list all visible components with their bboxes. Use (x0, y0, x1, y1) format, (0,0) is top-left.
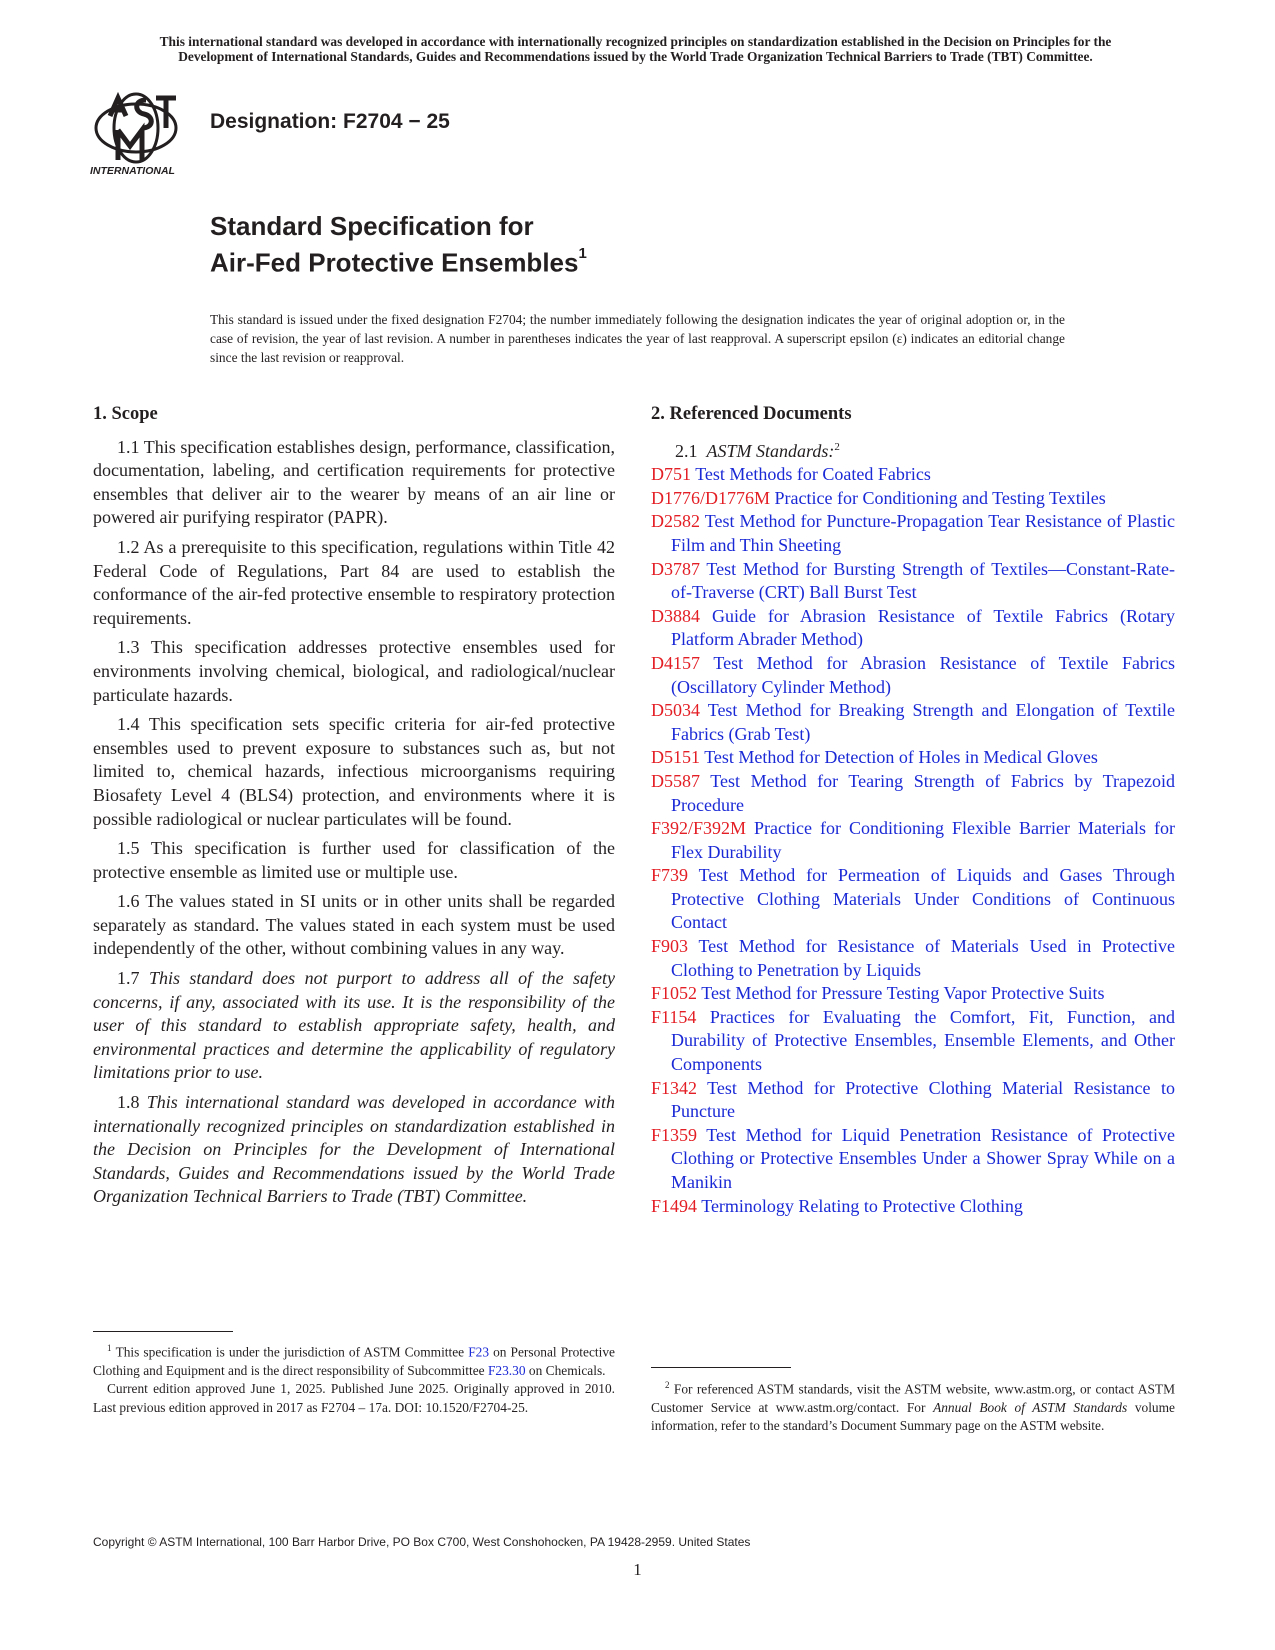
reference-title-link[interactable]: Test Method for Resistance of Materials Used in Protective Clothing to Penetration by Liquids (671, 936, 1175, 980)
reference-title-link[interactable]: Terminology Relating to Protective Clothing (701, 1195, 1023, 1216)
page-number: 1 (633, 1560, 642, 1579)
reference-code-link[interactable]: D751 (651, 464, 691, 485)
referenced-documents-heading: 2. Referenced Documents (651, 404, 852, 424)
reference-code-link[interactable]: F739 (651, 865, 689, 886)
footnote-2-text-b: volume information, refer to the standard’s Document Summary page on the ASTM website. (651, 1399, 1175, 1434)
scope-para-1-2: 1.2 As a prerequisite to this specification, regulations within Title 42 Federal Code of Regulations, Part 84 are used to establish the conformance of the air-fed protective ensemble to respiratory protection requirements. (93, 536, 615, 628)
reference-item (651, 982, 1175, 1006)
scope-para-1-7-number: 1.7 (117, 968, 140, 989)
reference-code-link[interactable]: D1776/D1776M (651, 487, 771, 508)
reference-title-link[interactable]: Test Method for Liquid Penetration Resistance of Protective Clothing or Protective Ensembles Under a Shower Spray While on a Manikin (671, 1124, 1175, 1192)
astm-standards-label: ASTM Standards: (706, 440, 835, 461)
logo-text: INTERNATIONAL (90, 165, 175, 177)
reference-title-link[interactable]: Test Method for Abrasion Resistance of Textile Fabrics (Oscillatory Cylinder Method) (671, 652, 1175, 697)
footnote-divider-right (651, 1367, 791, 1368)
reference-item (651, 463, 1175, 487)
reference-list (651, 463, 1175, 1218)
notice-line-2: Development of International Standards, Guides and Recommendations issued by the World Trade Organization Technical Barriers to Trade (TBT) Committee. (178, 49, 1093, 64)
reference-item (651, 1077, 1175, 1124)
reference-title-link[interactable]: Test Method for Tearing Strength of Fabrics by Trapezoid Procedure (671, 770, 1175, 815)
scope-para-1-6: 1.6 The values stated in SI units or in other units shall be regarded separately as standard. The values stated in each system must be used independently of the other, without combining values in any way. (93, 891, 615, 959)
footnote-1-text-b: on Personal Protective Clothing and Equipment and is the direct responsibility of Subcommittee (93, 1344, 615, 1378)
title-footnote-mark: 1 (578, 245, 587, 262)
top-notice (88, 34, 1183, 64)
scope-para-1-7-text: This standard does not purport to address all of the safety concerns, if any, associated with its use. It is the responsibility of the user of this standard to establish appropriate safety, health, and environmental practices and determine the applicability of regulatory limitations prior to use. (93, 968, 615, 1083)
reference-code-link[interactable]: D5587 (651, 770, 700, 791)
footnote-1-edition: Current edition approved June 1, 2025. Published June 2025. Originally approved in 2010. Last previous edition approved in 2017 as F2704 – 17a. DOI: 10.1520/F2704-25. (93, 1381, 615, 1415)
subcommittee-f23-30-link[interactable]: F23.30 (487, 1362, 526, 1378)
document-title (210, 210, 587, 279)
astm-logo-icon (90, 86, 200, 178)
reference-item (651, 510, 1175, 557)
reference-title-link[interactable]: Test Method for Bursting Strength of Textiles—Constant-Rate-of-Traverse (CRT) Ball Burst Test (671, 558, 1175, 603)
scope-section (93, 403, 615, 1215)
scope-heading: 1. Scope (93, 404, 158, 424)
reference-code-link[interactable]: D5151 (651, 747, 700, 768)
scope-para-1-3: 1.3 This specification addresses protective ensembles used for environments involving chemical, biological, and radiological/nuclear particulate hazards. (93, 637, 615, 705)
footnote-1-text-c: on Chemicals. (525, 1362, 606, 1378)
footnote-2-text-a: For referenced ASTM standards, visit the ASTM website, www.astm.org, or contact ASTM Customer Service at www.astm.org/contact. For (651, 1381, 1175, 1415)
title-line-1: Standard Specification for (210, 211, 534, 241)
scope-para-1-8-text: This international standard was developed in accordance with internationally recognized principles on standardization established in the Decision on Principles for the Development of International Standards, Guides and Recommendations issued by the World Trade Organization Technical Barriers to Trade (TBT) Committee. (93, 1092, 615, 1207)
reference-code-link[interactable]: F1052 (651, 983, 698, 1004)
footnote-1 (93, 1339, 615, 1417)
scope-para-1-8-number: 1.8 (117, 1092, 140, 1113)
reference-item (651, 935, 1175, 982)
scope-para-1-5: 1.5 This specification is further used for classification of the protective ensemble as limited use or multiple use. (93, 838, 615, 882)
scope-para-1-7 (93, 967, 615, 1085)
reference-item (651, 1006, 1175, 1077)
reference-title-link[interactable]: Test Method for Permeation of Liquids and Gases Through Protective Clothing Materials Under Conditions of Continuous Contact (671, 865, 1175, 933)
notice-line-1: This international standard was developed in accordance with internationally recognized principles on standardization established in the Decision on Principles for the (159, 34, 1112, 49)
footnote-1-jurisdiction (93, 1339, 615, 1380)
reference-code-link[interactable]: D3884 (651, 605, 700, 626)
scope-para-1-8 (93, 1091, 615, 1209)
reference-title-link[interactable]: Test Method for Puncture-Propagation Tear Resistance of Plastic Film and Thin Sheeting (671, 511, 1175, 555)
reference-item (651, 1124, 1175, 1195)
reference-code-link[interactable]: F903 (651, 936, 689, 957)
copyright-line: Copyright © ASTM International, 100 Barr Harbor Drive, PO Box C700, West Conshohocken, PA 19428-2959. United States (93, 1535, 751, 1549)
footnote-2-text (651, 1376, 1175, 1436)
reference-item (651, 864, 1175, 935)
issuance-statement: This standard is issued under the fixed designation F2704; the number immediately following the designation indicates the year of original adoption or, in the case of revision, the year of last revision. A number in parentheses indicates the year of last reapproval. A superscript epsilon (ε) indicates an editorial change since the last revision or reapproval. (210, 312, 1065, 365)
referenced-documents-section (651, 403, 1175, 1218)
reference-item (651, 487, 1175, 511)
reference-title-link[interactable]: Test Method for Breaking Strength and Elongation of Textile Fabrics (Grab Test) (671, 700, 1175, 744)
reference-item (651, 1195, 1175, 1219)
reference-item (651, 605, 1175, 652)
reference-code-link[interactable]: F1154 (651, 1006, 697, 1027)
designation: Designation: F2704 − 25 (210, 110, 450, 133)
reference-item (651, 770, 1175, 817)
reference-code-link[interactable]: D2582 (651, 511, 700, 532)
reference-code-link[interactable]: F1494 (651, 1195, 698, 1216)
reference-title-link[interactable]: Test Method for Protective Clothing Material Resistance to Puncture (671, 1077, 1175, 1122)
reference-item (651, 558, 1175, 605)
footnote-divider-left (93, 1331, 233, 1332)
footnote-2-book-title: Annual Book of ASTM Standards (933, 1399, 1128, 1415)
reference-code-link[interactable]: F392/F392M (651, 818, 747, 839)
scope-para-1-1: 1.1 This specification establishes design, performance, classification, documentation, labeling, and certification requirements for protective ensembles that deliver air to the wearer by means of an air line or powered air purifying respirator (PAPR). (93, 436, 615, 528)
reference-title-link[interactable]: Test Methods for Coated Fabrics (695, 464, 931, 485)
reference-item (651, 699, 1175, 746)
astm-logo (90, 86, 200, 178)
reference-title-link[interactable]: Practice for Conditioning Flexible Barrier Materials for Flex Durability (671, 818, 1175, 862)
astm-standards-number: 2.1 (675, 440, 698, 461)
reference-code-link[interactable]: D4157 (651, 652, 700, 673)
reference-title-link[interactable]: Practice for Conditioning and Testing Textiles (774, 487, 1106, 508)
reference-code-link[interactable]: F1359 (651, 1124, 698, 1145)
scope-para-1-4: 1.4 This specification sets specific criteria for air-fed protective ensembles used to prevent exposure to substances such as, but not limited to, chemical hazards, infectious microorganisms requiring Biosafety Level 4 (BLS4) protection, and environments where it is possible radiological or nuclear particulates will be found. (93, 714, 615, 829)
footnote-2-mark: 2 (665, 1380, 670, 1390)
reference-code-link[interactable]: D5034 (651, 700, 700, 721)
footnote-1-text-a: This specification is under the jurisdiction of ASTM Committee (115, 1344, 469, 1360)
title-line-2-text: Air-Fed Protective Ensembles (210, 247, 579, 278)
reference-item (651, 652, 1175, 699)
footnote-2 (651, 1376, 1175, 1436)
reference-title-link[interactable]: Test Method for Detection of Holes in Medical Gloves (704, 747, 1098, 768)
reference-code-link[interactable]: D3787 (651, 558, 700, 579)
reference-item (651, 817, 1175, 864)
reference-item (651, 746, 1175, 770)
reference-title-link[interactable]: Test Method for Pressure Testing Vapor Protective Suits (701, 983, 1105, 1004)
reference-code-link[interactable]: F1342 (651, 1077, 698, 1098)
astm-standards-footnote-mark: 2 (834, 440, 840, 453)
reference-title-link[interactable]: Guide for Abrasion Resistance of Textile Fabrics (Rotary Platform Abrader Method) (671, 605, 1176, 650)
title-line-2 (210, 242, 587, 279)
footnote-1-mark: 1 (107, 1343, 112, 1353)
reference-title-link[interactable]: Practices for Evaluating the Comfort, Fit, Function, and Durability of Protective Ensembles, Ensemble Elements, and Other Components (671, 1006, 1175, 1075)
astm-standards-intro (675, 436, 1175, 464)
committee-f23-link[interactable]: F23 (468, 1344, 490, 1360)
